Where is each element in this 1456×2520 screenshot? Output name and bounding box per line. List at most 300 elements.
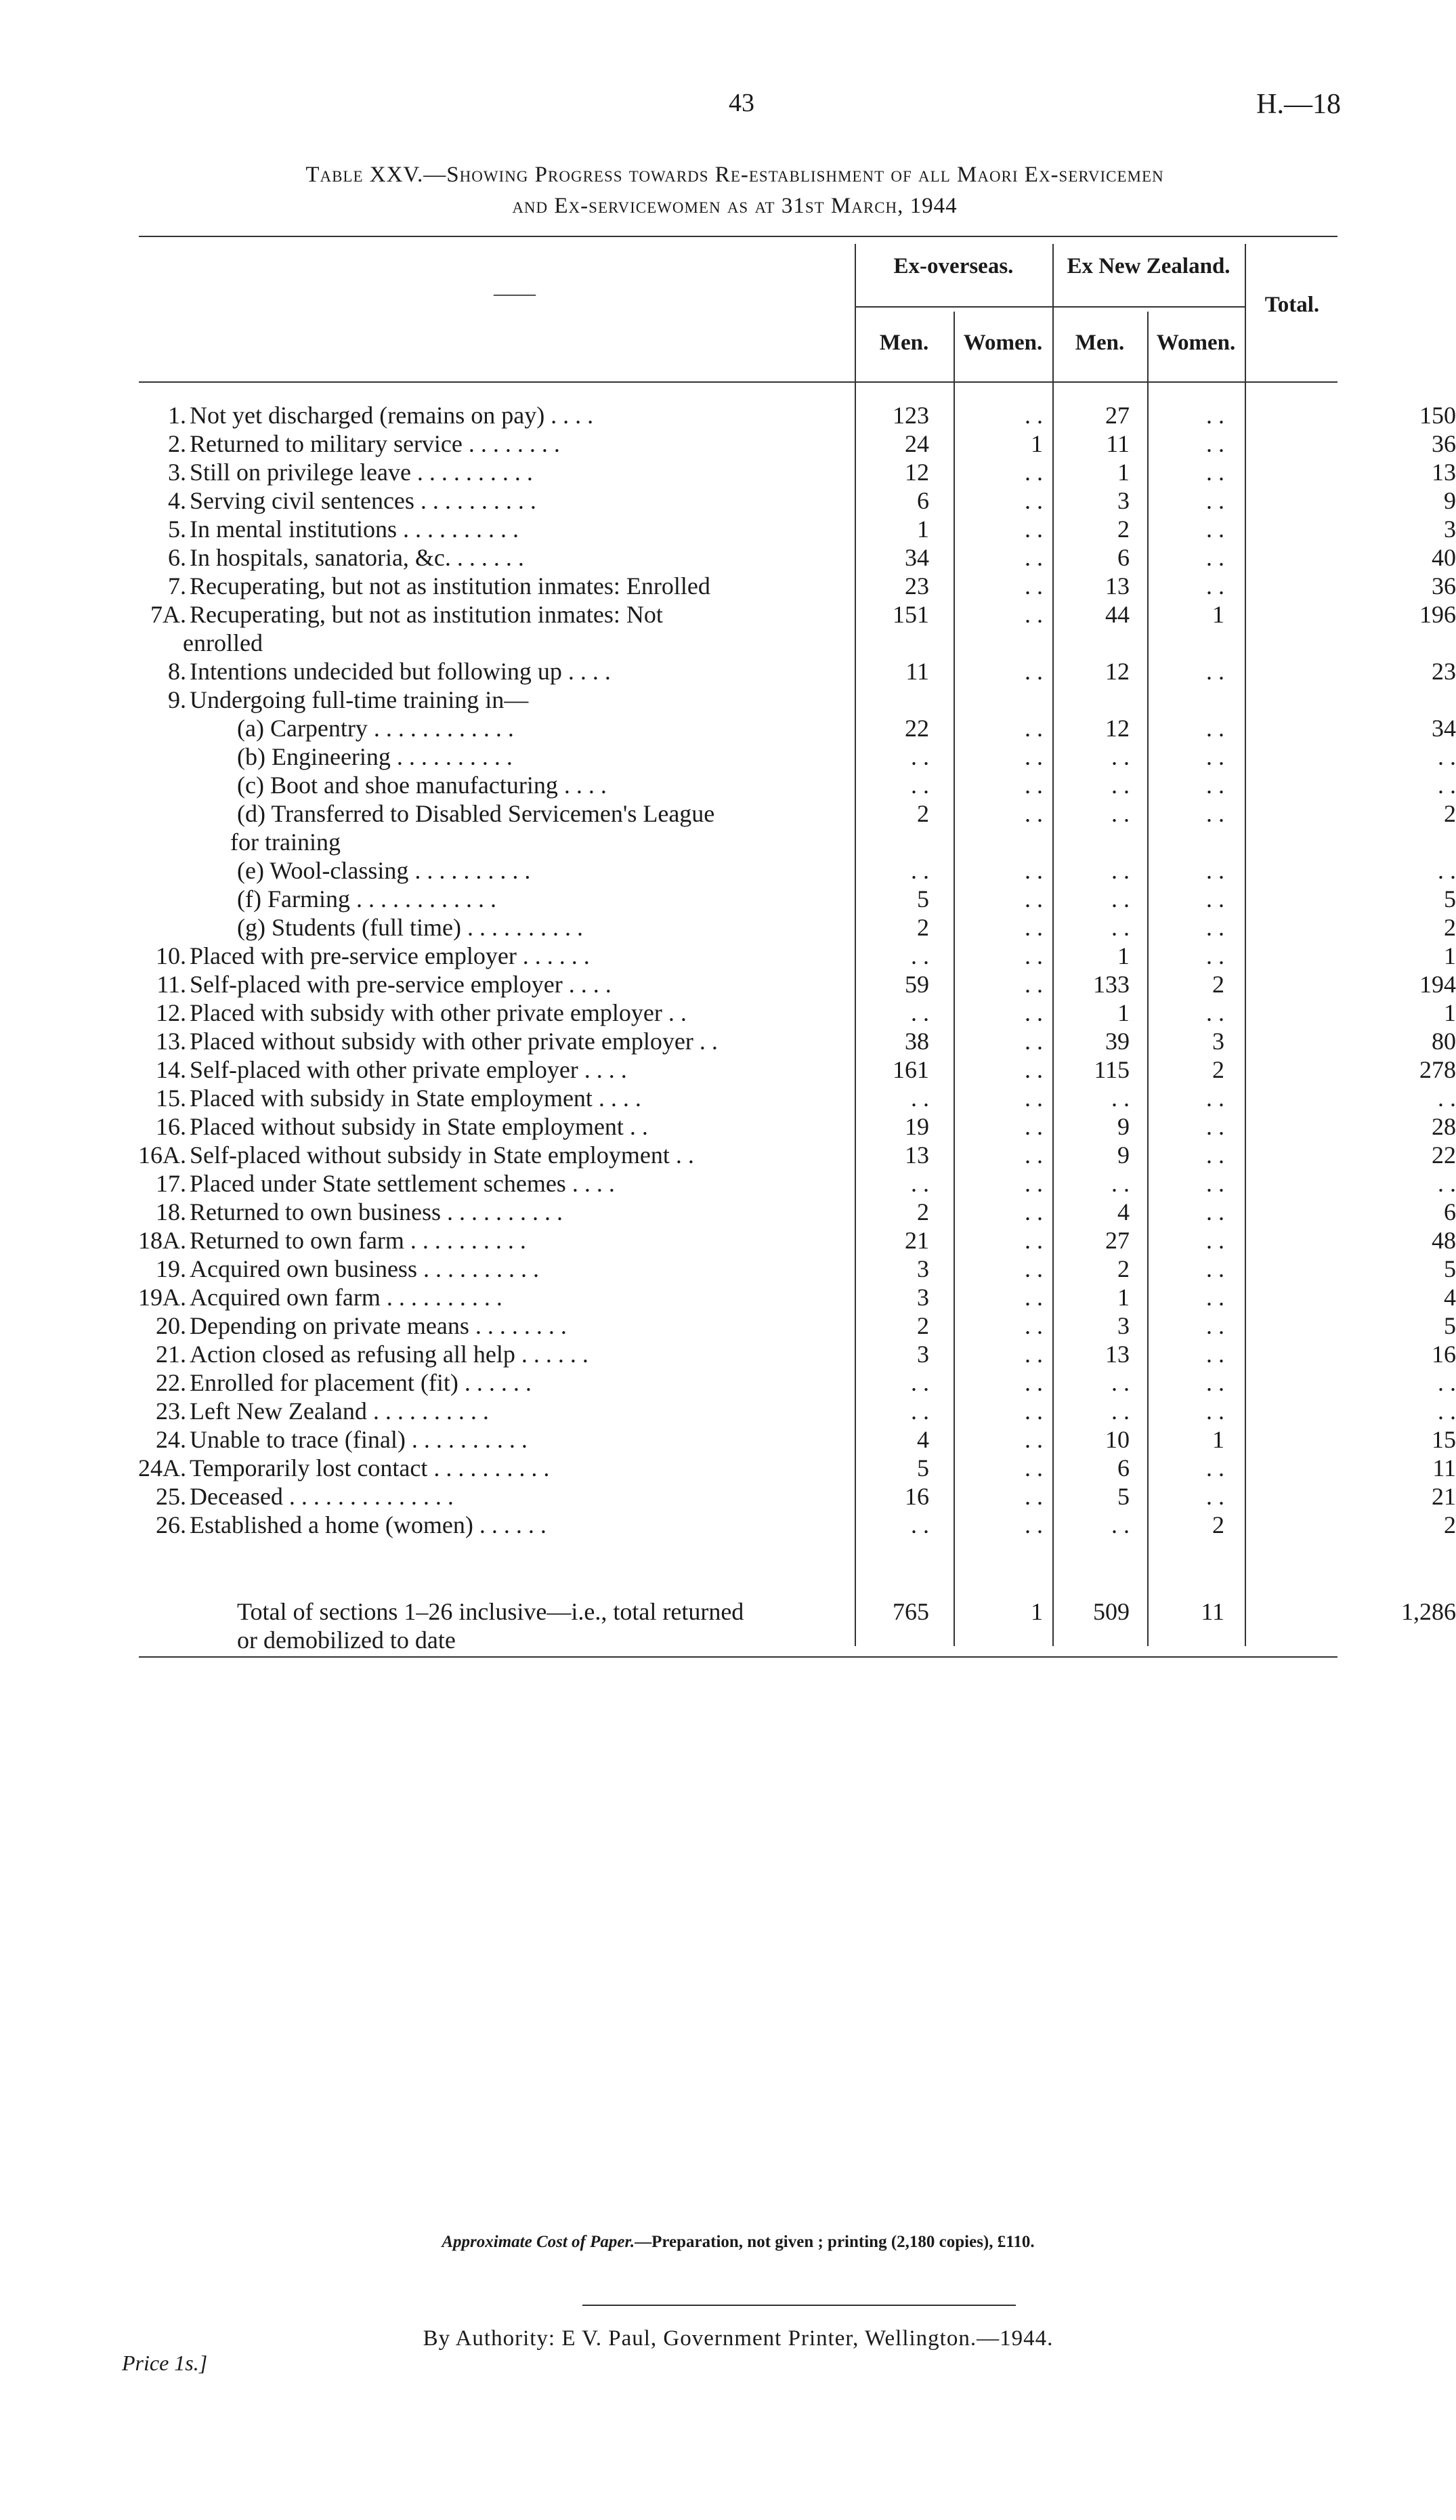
cell-nz-men: 27 — [1105, 1227, 1130, 1254]
row-label: Self-placed with other private employer . . . . — [190, 1056, 627, 1083]
row-label-continuation: enrolled — [183, 629, 263, 656]
cell-total: 2 — [1444, 800, 1456, 827]
cell-nz-men: . . — [1111, 1398, 1130, 1425]
cell-overseas-women: . . — [1025, 1255, 1043, 1282]
cell-nz-women: . . — [1206, 1284, 1224, 1311]
cell-nz-men: . . — [1111, 1170, 1130, 1197]
cell-nz-women: . . — [1206, 914, 1224, 941]
total-row — [129, 1597, 1456, 1626]
row-label: Serving civil sentences . . . . . . . . . . — [190, 487, 536, 514]
table-row — [129, 1368, 1456, 1397]
cell-total: 2 — [1444, 1511, 1456, 1538]
cell-overseas-men: 59 — [905, 971, 929, 998]
cell-overseas-men: . . — [911, 1398, 929, 1425]
cell-nz-men: . . — [1111, 800, 1130, 827]
cell-nz-men: 6 — [1117, 544, 1130, 571]
row-number: 23. — [156, 1398, 186, 1425]
table-row — [129, 1141, 1456, 1169]
cell-overseas-women: . . — [1025, 1312, 1043, 1339]
total-overseas-women: 1 — [1031, 1598, 1043, 1625]
header-ex-overseas: Ex-overseas. — [893, 254, 1014, 278]
cell-overseas-men: 151 — [893, 601, 929, 628]
cell-nz-men: 3 — [1117, 487, 1130, 514]
cell-overseas-men: . . — [911, 1170, 929, 1197]
cell-nz-women: . . — [1206, 1141, 1224, 1169]
cell-nz-men: 4 — [1117, 1198, 1130, 1225]
table-title-line-2: and Ex-servicewomen as at 31st March, 1944 — [512, 194, 958, 218]
cell-nz-women: . . — [1206, 1255, 1224, 1282]
cell-overseas-men: 16 — [905, 1483, 929, 1510]
price-note: Price 1s.] — [122, 2351, 208, 2375]
cell-total: 5 — [1444, 885, 1456, 912]
cell-nz-women: 1 — [1212, 601, 1224, 628]
table-row — [129, 572, 1456, 600]
cell-overseas-men: 34 — [905, 544, 929, 571]
row-label: In mental institutions . . . . . . . . . . — [190, 516, 519, 543]
cell-nz-men: 11 — [1106, 430, 1130, 457]
cell-nz-men: 39 — [1105, 1028, 1130, 1055]
cost-of-paper-details: —Preparation, not given ; printing (2,180 copies), £110. — [635, 2233, 1035, 2251]
cell-overseas-men: 19 — [905, 1113, 929, 1140]
cell-total: 196 — [1419, 601, 1456, 628]
table-row — [129, 999, 1456, 1027]
cell-nz-men: . . — [1111, 1369, 1130, 1396]
row-number: 8. — [168, 658, 186, 685]
row-number: 14. — [156, 1056, 186, 1083]
cell-total: . . — [1438, 857, 1456, 884]
table-row — [129, 1425, 1456, 1454]
cell-overseas-women: . . — [1025, 487, 1043, 514]
row-label: Placed without subsidy with other private employer . . — [190, 1028, 718, 1055]
cell-overseas-women: . . — [1025, 1141, 1043, 1169]
cell-total: 150 — [1419, 402, 1456, 429]
cell-nz-men: . . — [1111, 1085, 1130, 1112]
cell-overseas-women: . . — [1025, 544, 1043, 571]
cell-overseas-men: . . — [911, 772, 929, 799]
cell-nz-women: . . — [1206, 800, 1224, 827]
cell-nz-men: 115 — [1094, 1056, 1130, 1083]
row-number: 15. — [156, 1085, 186, 1112]
row-number: 7. — [168, 572, 186, 600]
cell-overseas-women: . . — [1025, 1483, 1043, 1510]
cell-nz-women: . . — [1206, 1369, 1224, 1396]
table-row — [129, 401, 1456, 429]
cell-nz-men: 44 — [1105, 601, 1130, 628]
cell-nz-women: . . — [1206, 1085, 1224, 1112]
cell-nz-men: 2 — [1117, 516, 1130, 543]
cell-overseas-men: 3 — [917, 1341, 929, 1368]
cell-nz-women: . . — [1206, 1454, 1224, 1482]
cell-overseas-men: 12 — [905, 459, 929, 486]
cell-overseas-men: 1 — [917, 516, 929, 543]
cell-total: . . — [1438, 1170, 1456, 1197]
table-row — [129, 1482, 1456, 1511]
cell-overseas-women: . . — [1025, 914, 1043, 941]
table-row — [129, 742, 1456, 771]
cell-total: 4 — [1444, 1284, 1456, 1311]
row-label: Temporarily lost contact . . . . . . . . . . — [190, 1454, 550, 1482]
cell-overseas-men: 3 — [917, 1284, 929, 1311]
cell-total: . . — [1438, 1398, 1456, 1425]
cell-overseas-men: 2 — [917, 1312, 929, 1339]
cell-overseas-men: 2 — [917, 914, 929, 941]
cell-total: 2 — [1444, 914, 1456, 941]
row-label: Placed without subsidy in State employment . . — [190, 1113, 648, 1140]
table-row — [129, 458, 1456, 486]
cell-nz-women: . . — [1206, 430, 1224, 457]
cell-total: 1 — [1444, 942, 1456, 969]
row-label: Unable to trace (final) . . . . . . . . . . — [190, 1426, 528, 1453]
cell-total: 1 — [1444, 999, 1456, 1026]
cell-overseas-women: . . — [1025, 658, 1043, 685]
cell-nz-men: 9 — [1117, 1141, 1130, 1169]
header-nz-men: Men. — [1075, 331, 1125, 355]
table-row — [129, 600, 1456, 629]
cell-nz-women: . . — [1206, 1227, 1224, 1254]
cell-overseas-men: . . — [911, 743, 929, 770]
cell-nz-men: . . — [1111, 857, 1130, 884]
row-number: 18. — [156, 1198, 186, 1225]
cell-total: 34 — [1432, 715, 1456, 742]
cell-total: 9 — [1444, 487, 1456, 514]
cell-nz-women: 2 — [1212, 1511, 1224, 1538]
row-label: Recuperating, but not as institution inmates: Enrolled — [190, 572, 710, 600]
cell-overseas-women: . . — [1025, 800, 1043, 827]
header-overseas-men: Men. — [879, 331, 929, 355]
cell-overseas-men: 38 — [905, 1028, 929, 1055]
table-row — [129, 1226, 1456, 1255]
cell-nz-women: . . — [1206, 1312, 1224, 1339]
page-number: 43 — [729, 89, 754, 117]
total-nz-men: 509 — [1093, 1598, 1130, 1625]
row-label: Intentions undecided but following up . . . . — [190, 658, 611, 685]
row-label: Placed with subsidy with other private employer . . — [190, 999, 687, 1026]
cell-total: 36 — [1432, 430, 1456, 457]
cell-nz-men: . . — [1111, 772, 1130, 799]
cell-total: 21 — [1432, 1483, 1456, 1510]
header-ex-new-zealand: Ex New Zealand. — [1067, 254, 1230, 278]
cell-nz-women: . . — [1206, 1170, 1224, 1197]
cell-nz-women: . . — [1206, 1113, 1224, 1140]
cell-overseas-women: . . — [1025, 601, 1043, 628]
cell-nz-men: 6 — [1117, 1454, 1130, 1482]
cell-nz-men: 13 — [1105, 572, 1130, 600]
table-row — [129, 1283, 1456, 1311]
row-number: 18A. — [138, 1227, 186, 1254]
cell-total: 36 — [1432, 572, 1456, 600]
table-bottom-rule — [139, 1656, 1337, 1658]
cell-overseas-men: 22 — [905, 715, 929, 742]
cell-total: 11 — [1432, 1454, 1456, 1482]
cell-total: . . — [1438, 1085, 1456, 1112]
row-label: In hospitals, sanatoria, &c. . . . . . . — [190, 544, 524, 571]
row-number: 5. — [168, 516, 186, 543]
cell-nz-men: 9 — [1117, 1113, 1130, 1140]
cell-overseas-women: . . — [1025, 1028, 1043, 1055]
cell-nz-men: 12 — [1105, 715, 1130, 742]
row-label-continuation: for training — [230, 828, 341, 856]
row-label: (d) Transferred to Disabled Servicemen's League — [237, 800, 715, 827]
cell-total: 16 — [1432, 1341, 1456, 1368]
cell-overseas-women: . . — [1025, 857, 1043, 884]
row-label: Deceased . . . . . . . . . . . . . . — [190, 1483, 454, 1510]
cell-overseas-men: 5 — [917, 885, 929, 912]
row-number: 16. — [156, 1113, 186, 1140]
cell-overseas-men: 4 — [917, 1426, 929, 1453]
cell-nz-women: 2 — [1212, 1056, 1224, 1083]
cell-overseas-women: . . — [1025, 1284, 1043, 1311]
cell-overseas-women: . . — [1025, 772, 1043, 799]
cell-overseas-women: . . — [1025, 971, 1043, 998]
cell-nz-men: 27 — [1105, 402, 1130, 429]
cell-overseas-men: . . — [911, 1369, 929, 1396]
row-label: Left New Zealand . . . . . . . . . . — [190, 1398, 489, 1425]
cell-nz-men: 10 — [1105, 1426, 1130, 1453]
cell-overseas-men: 21 — [905, 1227, 929, 1254]
cell-total: 80 — [1432, 1028, 1456, 1055]
total-overseas-men: 765 — [893, 1598, 929, 1625]
table-row — [129, 515, 1456, 543]
cell-total: 3 — [1444, 516, 1456, 543]
table-row — [129, 1340, 1456, 1368]
row-number: 4. — [168, 487, 186, 514]
row-label: Acquired own farm . . . . . . . . . . — [190, 1284, 502, 1311]
cell-overseas-women: . . — [1025, 999, 1043, 1026]
table-row — [129, 970, 1456, 999]
row-label: (e) Wool-classing . . . . . . . . . . — [237, 857, 531, 884]
table-title-line-1: Table XXV.—Showing Progress towards Re-establishment of all Maori Ex-servicemen — [305, 163, 1164, 187]
table-row — [129, 1397, 1456, 1425]
cell-nz-women: . . — [1206, 459, 1224, 486]
cell-overseas-women: . . — [1025, 1426, 1043, 1453]
row-label: Placed under State settlement schemes . . . . — [190, 1170, 615, 1197]
cell-nz-women: . . — [1206, 715, 1224, 742]
total-label-line-2: or demobilized to date — [237, 1626, 456, 1654]
cell-total: 22 — [1432, 1141, 1456, 1169]
cell-nz-women: . . — [1206, 1198, 1224, 1225]
row-label: Depending on private means . . . . . . . . — [190, 1312, 567, 1339]
cell-nz-women: . . — [1206, 544, 1224, 571]
cell-overseas-women: . . — [1025, 942, 1043, 969]
cell-overseas-women: . . — [1025, 715, 1043, 742]
cell-overseas-men: 6 — [917, 487, 929, 514]
row-label: Self-placed without subsidy in State employment . . — [190, 1141, 694, 1169]
table-row — [129, 543, 1456, 572]
table-row — [129, 1454, 1456, 1482]
cell-overseas-women: . . — [1025, 459, 1043, 486]
row-number: 19. — [156, 1255, 186, 1282]
table-row — [129, 1311, 1456, 1340]
cell-overseas-men: . . — [911, 1085, 929, 1112]
table-row — [129, 657, 1456, 686]
cell-overseas-women: . . — [1025, 1170, 1043, 1197]
cell-nz-women: . . — [1206, 999, 1224, 1026]
row-number: 13. — [156, 1028, 186, 1055]
cell-nz-women: . . — [1206, 885, 1224, 912]
cell-overseas-men: 2 — [917, 1198, 929, 1225]
table-row — [129, 942, 1456, 970]
row-label: Returned to military service . . . . . . . . — [190, 430, 560, 457]
cell-overseas-men: 23 — [905, 572, 929, 600]
row-label: Action closed as refusing all help . . . . . . — [190, 1341, 588, 1368]
table-row — [129, 1511, 1456, 1539]
row-number: 19A. — [138, 1284, 186, 1311]
row-label: Recuperating, but not as institution inmates: Not — [190, 601, 663, 628]
cell-overseas-men: . . — [911, 942, 929, 969]
cell-overseas-men: . . — [911, 999, 929, 1026]
row-label: Enrolled for placement (fit) . . . . . . — [190, 1369, 532, 1396]
row-label: Acquired own business . . . . . . . . . . — [190, 1255, 539, 1282]
cell-total: 28 — [1432, 1113, 1456, 1140]
row-number: 7A. — [150, 601, 186, 628]
row-label: (g) Students (full time) . . . . . . . . . . — [237, 914, 583, 941]
cell-overseas-women: . . — [1025, 1113, 1043, 1140]
cell-nz-men: 5 — [1117, 1483, 1130, 1510]
cell-nz-men: 12 — [1105, 658, 1130, 685]
cell-overseas-women: 1 — [1031, 430, 1043, 457]
cell-overseas-women: . . — [1025, 516, 1043, 543]
table-title — [129, 159, 1341, 222]
cell-overseas-men: 3 — [917, 1255, 929, 1282]
table-row — [129, 1112, 1456, 1141]
cell-nz-women: . . — [1206, 516, 1224, 543]
cell-overseas-women: . . — [1025, 1511, 1043, 1538]
cell-overseas-men: 24 — [905, 430, 929, 457]
cell-nz-women: . . — [1206, 743, 1224, 770]
cell-total: . . — [1438, 743, 1456, 770]
table-row — [129, 429, 1456, 458]
cell-nz-women: . . — [1206, 1341, 1224, 1368]
document-reference: H.—18 — [1256, 89, 1341, 120]
row-label: Self-placed with pre-service employer . . . . — [190, 971, 612, 998]
row-number: 9. — [168, 686, 186, 713]
cell-nz-women: . . — [1206, 1398, 1224, 1425]
table-row — [129, 714, 1456, 742]
total-grand-total: 1,286 — [1401, 1598, 1456, 1625]
cell-overseas-women: . . — [1025, 1369, 1043, 1396]
cell-total: 40 — [1432, 544, 1456, 571]
table-row — [129, 771, 1456, 799]
table-top-rule — [139, 236, 1337, 237]
cell-total: 6 — [1444, 1198, 1456, 1225]
cell-nz-women: 1 — [1212, 1426, 1224, 1453]
row-label: (a) Carpentry . . . . . . . . . . . . — [237, 715, 514, 742]
cell-nz-men: . . — [1111, 743, 1130, 770]
cell-nz-women: . . — [1206, 1483, 1224, 1510]
cell-nz-women: . . — [1206, 857, 1224, 884]
row-number: 12. — [156, 999, 186, 1026]
row-number: 24A. — [138, 1454, 186, 1482]
row-label: Still on privilege leave . . . . . . . . . . — [190, 459, 533, 486]
row-label: Undergoing full-time training in— — [190, 686, 529, 713]
cost-of-paper-note — [379, 2233, 1097, 2252]
row-label: Placed with pre-service employer . . . . . . — [190, 942, 590, 969]
table-row — [129, 885, 1456, 913]
cell-nz-women: . . — [1206, 402, 1224, 429]
cell-nz-men: . . — [1111, 885, 1130, 912]
cell-nz-men: . . — [1111, 914, 1130, 941]
cell-nz-women: . . — [1206, 772, 1224, 799]
header-bottom-rule — [139, 381, 1337, 383]
cell-overseas-women: . . — [1025, 1085, 1043, 1112]
table-row — [129, 1169, 1456, 1198]
row-label: Returned to own farm . . . . . . . . . . — [190, 1227, 526, 1254]
cell-total: 15 — [1432, 1426, 1456, 1453]
total-nz-women: 11 — [1201, 1598, 1224, 1625]
table-row — [129, 799, 1456, 828]
cell-overseas-women: . . — [1025, 1398, 1043, 1425]
table-row — [129, 1255, 1456, 1283]
cell-nz-men: 1 — [1117, 999, 1130, 1026]
row-number: 24. — [156, 1426, 186, 1453]
table-row — [129, 1027, 1456, 1055]
table-row — [129, 1198, 1456, 1226]
row-number: 10. — [156, 942, 186, 969]
cell-overseas-women: . . — [1025, 402, 1043, 429]
cell-nz-men: 133 — [1093, 971, 1130, 998]
cell-overseas-women: . . — [1025, 1198, 1043, 1225]
cell-overseas-women: . . — [1025, 572, 1043, 600]
row-number: 20. — [156, 1312, 186, 1339]
table-row — [129, 856, 1456, 885]
table-row — [129, 486, 1456, 515]
cell-total: 5 — [1444, 1255, 1456, 1282]
row-number: 22. — [156, 1369, 186, 1396]
header-overseas-women: Women. — [963, 331, 1043, 355]
row-label: (f) Farming . . . . . . . . . . . . — [237, 885, 496, 912]
table-row — [129, 686, 1341, 714]
row-number: 17. — [156, 1170, 186, 1197]
table-row — [129, 913, 1456, 942]
cell-nz-men: 1 — [1117, 1284, 1130, 1311]
cell-nz-women: 2 — [1212, 971, 1224, 998]
row-number: 25. — [156, 1483, 186, 1510]
cell-nz-women: . . — [1206, 942, 1224, 969]
row-number: 3. — [168, 459, 186, 486]
total-label-line-1: Total of sections 1–26 inclusive—i.e., total returned — [237, 1598, 744, 1625]
cell-nz-women: 3 — [1212, 1028, 1224, 1055]
cell-total: 23 — [1432, 658, 1456, 685]
table-row — [129, 1055, 1456, 1084]
row-label: (c) Boot and shoe manufacturing . . . . — [237, 772, 607, 799]
cell-nz-men: 13 — [1105, 1341, 1130, 1368]
row-number: 1. — [168, 402, 186, 429]
row-number: 16A. — [138, 1141, 186, 1169]
cell-overseas-women: . . — [1025, 1454, 1043, 1482]
row-number: 21. — [156, 1341, 186, 1368]
cell-total: 5 — [1444, 1312, 1456, 1339]
cell-overseas-men: . . — [911, 857, 929, 884]
stub-header: —— — [494, 281, 536, 305]
row-label: (b) Engineering . . . . . . . . . . — [237, 743, 513, 770]
row-number: 6. — [168, 544, 186, 571]
cell-nz-women: . . — [1206, 658, 1224, 685]
group-header-rule — [855, 306, 1245, 308]
cell-total: 278 — [1419, 1056, 1456, 1083]
cell-total: 194 — [1419, 971, 1456, 998]
cell-nz-men: 1 — [1117, 942, 1130, 969]
cell-nz-women: . . — [1206, 487, 1224, 514]
cell-overseas-men: 2 — [917, 800, 929, 827]
table-row — [129, 1084, 1456, 1112]
row-label: Established a home (women) . . . . . . — [190, 1511, 547, 1538]
row-label: Not yet discharged (remains on pay) . . . . — [190, 402, 594, 429]
cell-overseas-women: . . — [1025, 1227, 1043, 1254]
cost-of-paper-heading: Approximate Cost of Paper. — [442, 2233, 635, 2251]
cell-overseas-women: . . — [1025, 743, 1043, 770]
cell-overseas-women: . . — [1025, 885, 1043, 912]
printer-authority-line: By Authority: E V. Paul, Government Printer, Wellington.—1944. — [423, 2326, 1054, 2351]
